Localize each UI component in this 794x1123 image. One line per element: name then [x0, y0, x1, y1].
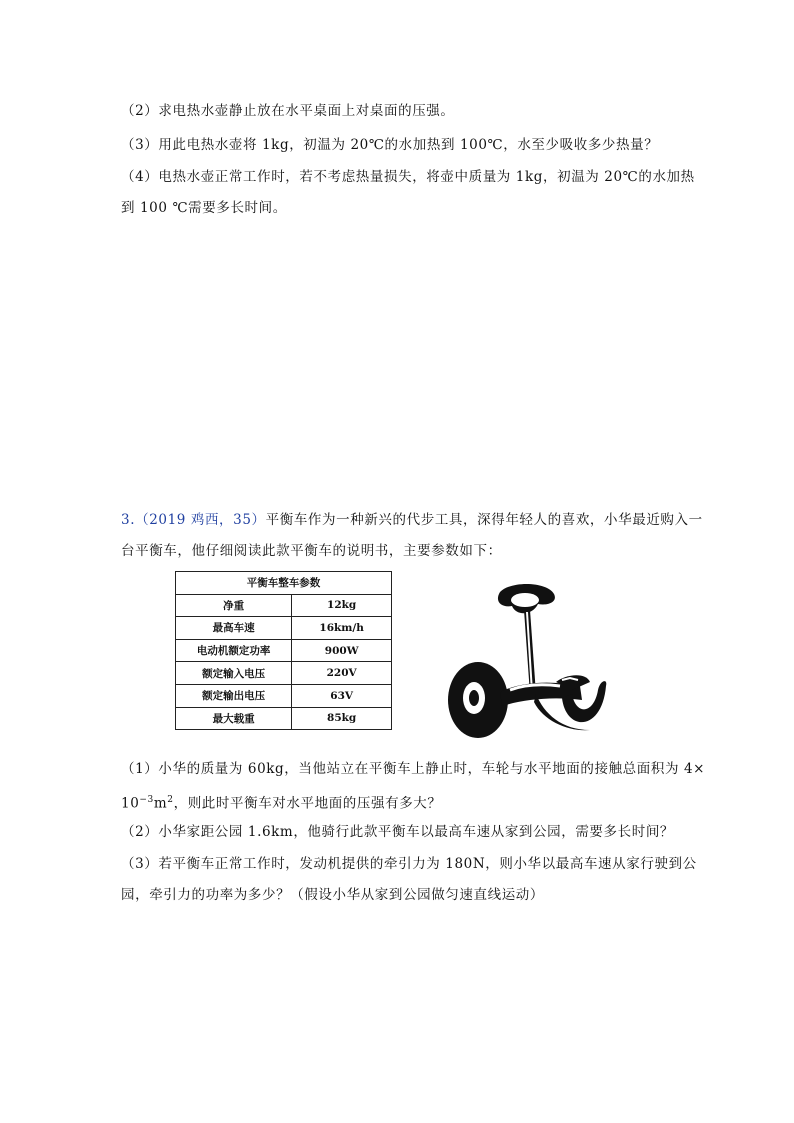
q3-intro-text: 平衡车作为一种新兴的代步工具，深得年轻人的喜欢，小华最近购入一	[265, 512, 703, 528]
q3-intro-line-2: 台平衡车，他仔细阅读此款平衡车的说明书，主要参数如下：	[121, 543, 502, 559]
table-row	[176, 662, 392, 685]
unit-exponent: 2	[167, 795, 174, 805]
spec-label: 最大载重	[176, 707, 292, 730]
q3-part-1-rest: ，则此时平衡车对水平地面的压强有多大？	[173, 795, 442, 812]
q3-source: （2019 鸡西，35）	[135, 512, 266, 528]
table-row	[176, 684, 392, 707]
spec-table-header: 平衡车整车参数	[176, 572, 392, 595]
q2-part-3: （3）用此电热水壶将 1kg，初温为 20℃的水加热到 100℃，水至少吸收多少热量？	[121, 137, 659, 153]
table-row	[176, 707, 392, 730]
spec-label: 额定输入电压	[176, 662, 292, 685]
q3-part-3-line-1: （3）若平衡车正常工作时，发动机提供的牵引力为 180N，则小华以最高车速从家行驶到公	[121, 856, 697, 872]
table-row	[176, 639, 392, 662]
spec-value: 63V	[292, 684, 392, 707]
spec-value: 85kg	[292, 707, 392, 730]
spec-label: 额定输出电压	[176, 684, 292, 707]
spec-table	[175, 571, 392, 730]
exponent: −3	[139, 795, 154, 805]
table-row	[176, 617, 392, 640]
q3-part-3-line-2: 园，牵引力的功率为多少？（假设小华从家到公园做匀速直线运动）	[121, 887, 544, 903]
spec-value: 12kg	[292, 594, 392, 617]
balance-scooter-illustration	[440, 582, 610, 742]
q3-number: 3.	[121, 512, 136, 528]
spec-label: 净重	[176, 594, 292, 617]
q2-part-4-line-1: （4）电热水壶正常工作时，若不考虑热量损失，将壶中质量为 1kg，初温为 20℃的水加热	[121, 169, 695, 185]
exponent-base: 10	[121, 795, 140, 812]
q3-part-2: （2）小华家距公园 1.6km，他骑行此款平衡车以最高车速从家到公园，需要多长时间？	[121, 824, 675, 840]
table-row	[176, 594, 392, 617]
q3-part-1-line-2	[121, 791, 442, 813]
q2-part-4-line-2: 到 100 ℃需要多长时间。	[121, 200, 287, 216]
spec-value: 16km/h	[292, 617, 392, 640]
q3-intro-line-1	[121, 511, 703, 529]
q3-part-1-line-1: （1）小华的质量为 60kg，当他站立在平衡车上静止时，车轮与水平地面的接触总面积为 4×	[121, 761, 706, 777]
spec-table-header-row	[176, 572, 392, 595]
spec-label: 最高车速	[176, 617, 292, 640]
q2-part-2: （2）求电热水壶静止放在水平桌面上对桌面的压强。	[121, 103, 455, 119]
spec-value: 900W	[292, 639, 392, 662]
spec-value: 220V	[292, 662, 392, 685]
spec-label: 电动机额定功率	[176, 639, 292, 662]
unit: m	[153, 795, 168, 812]
